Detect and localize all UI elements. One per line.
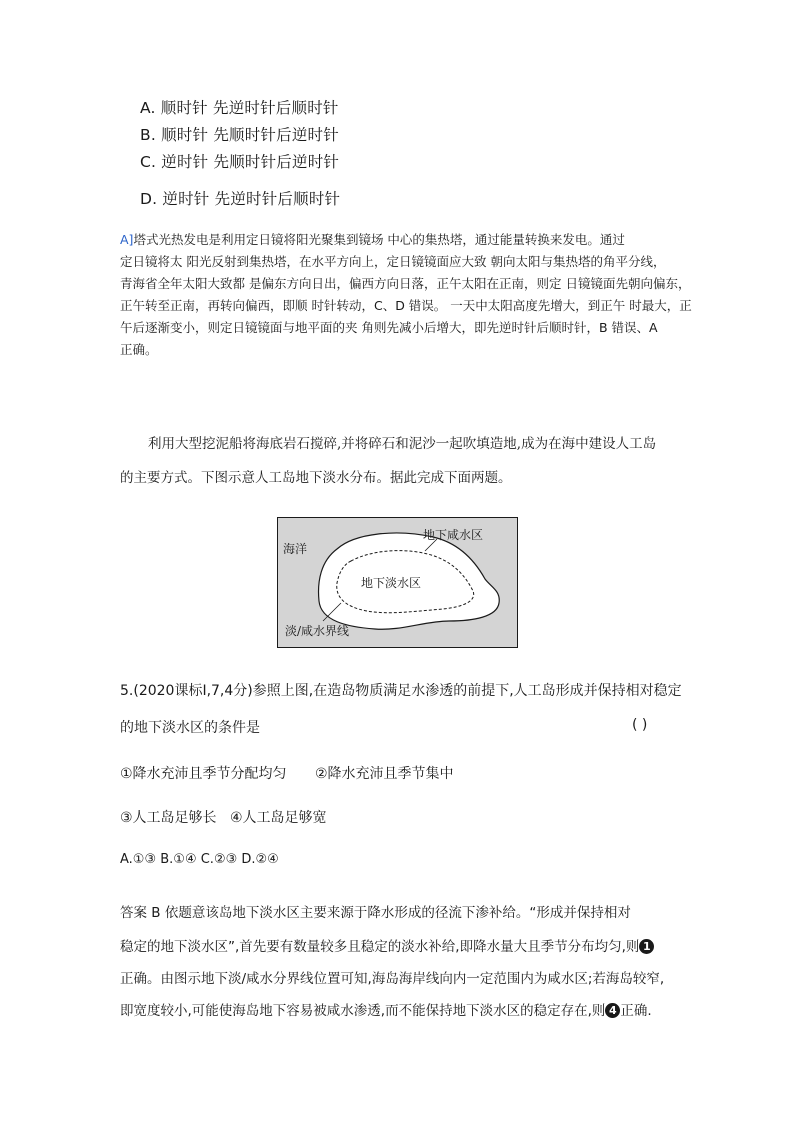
explanation-line-2: 定日镜将太 阳光反射到集热塔，在水平方向上，定日镜镜面应大致 朝向太阳与集热塔的角平分线， <box>120 254 666 269</box>
option-b: B. 顺时针 先顺时针后逆时针 <box>140 126 339 144</box>
explanation-line-6: 正确。 <box>120 342 158 357</box>
circled-number-1: 1 <box>639 939 654 954</box>
option-c: C. 逆时针 先顺时针后逆时针 <box>140 153 340 171</box>
island-map <box>277 517 518 648</box>
circled-number-4: 4 <box>605 1003 620 1018</box>
label-boundary: 淡/咸水界线 <box>285 624 350 638</box>
option-d: D. 逆时针 先逆时针后顺时针 <box>140 190 341 208</box>
explanation-line-5: 午后逐渐变小，则定日镜镜面与地平面的夹 角则先减小后增大，即先逆时针后顺时针，B 错误、A <box>120 320 658 335</box>
intro-line-2: 的主要方式。下图示意人工岛地下淡水分布。据此完成下面两题。 <box>120 470 512 486</box>
explanation-tag: A] <box>120 232 134 247</box>
answer-line-3: 正确。由图示地下淡/咸水分界线位置可知,海岛海岸线向内一定范围内为咸水区;若海岛较窄, <box>120 971 665 987</box>
label-fresh-zone: 地下淡水区 <box>361 576 422 590</box>
explanation-line-4: 正午转至正南，再转向偏西，即顺 时针转动，C、D 错误。 一天中太阳高度先增大，到正午 时最大，正 <box>120 298 692 313</box>
choice-3: ③人工岛足够长 <box>120 810 217 826</box>
option-a: A. 顺时针 先逆时针后顺时针 <box>140 99 339 117</box>
answer-line-1: 答案 B 依题意该岛地下淡水区主要来源于降水形成的径流下渗补给。“形成并保持相对 <box>120 905 631 921</box>
choice-2: ②降水充沛且季节集中 <box>315 766 454 782</box>
answer-bracket: ( ) <box>632 717 648 733</box>
label-salt-zone: 地下咸水区 <box>423 528 484 542</box>
choice-4: ④人工岛足够宽 <box>230 810 327 826</box>
question-options: A.①③ B.①④ C.②③ D.②④ <box>120 852 279 867</box>
answer-line-4: 即宽度较小,可能使海岛地下容易被咸水渗透,而不能保持地下淡水区的稳定存在,则 4 正确. <box>120 1003 652 1019</box>
question-stem-1: 5.(2020课标Ⅰ,7,4分)参照上图,在造岛物质满足水渗透的前提下,人工岛形成并保持相对稳定 <box>120 683 682 699</box>
explanation-line-1: A]塔式光热发电是利用定日镜将阳光聚集到镜场 中心的集热塔，通过能量转换来发电。通过 <box>120 232 625 247</box>
answer-line-2: 稳定的地下淡水区”,首先要有数量较多且稳定的淡水补给,即降水量大且季节分布均匀,则 1 <box>120 935 654 955</box>
choice-1: ①降水充沛且季节分配均匀 <box>120 766 287 782</box>
island-figure <box>277 517 518 648</box>
question-stem-2: 的地下淡水区的条件是 <box>120 720 260 736</box>
explanation-line-3: 青海省全年太阳大致都 是偏东方向日出，偏西方向日落，正午太阳在正南，则定 日镜镜面先朝向偏东， <box>120 276 691 291</box>
label-ocean: 海洋 <box>283 542 308 556</box>
intro-line-1: 利用大型挖泥船将海底岩石搅碎,并将碎石和泥沙一起吹填造地,成为在海中建设人工岛 <box>148 436 657 452</box>
